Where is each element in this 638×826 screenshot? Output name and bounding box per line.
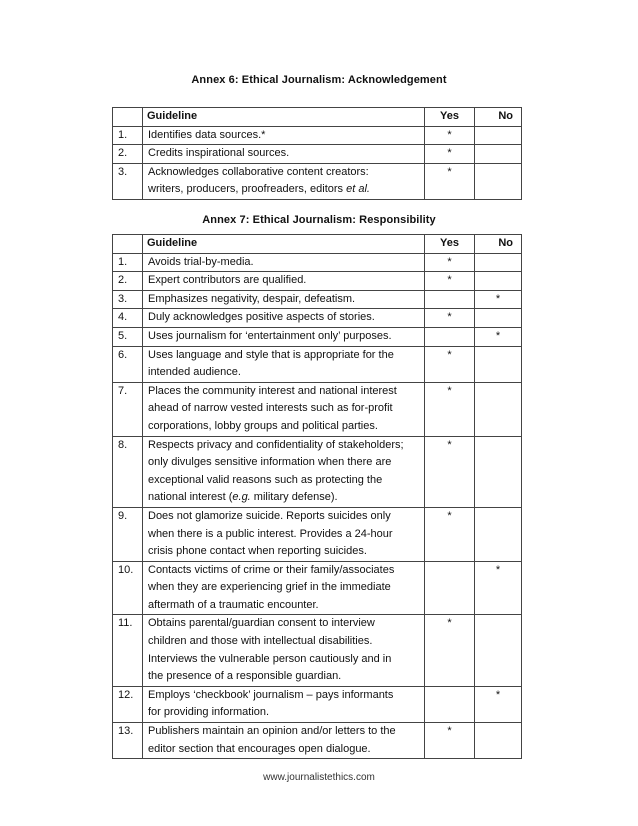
no-mark: * — [475, 686, 522, 722]
guideline-text — [143, 615, 425, 686]
annex6-rows — [113, 126, 522, 199]
yes-header: Yes — [425, 108, 475, 127]
guideline-line: Avoids trial-by-media. — [148, 255, 254, 268]
yes-mark: * — [425, 163, 475, 199]
guideline-line: Obtains parental/guardian consent to interview — [148, 617, 375, 630]
guideline-line: Interviews the vulnerable person cautiously and in — [148, 652, 392, 665]
guideline-line: Acknowledges collaborative content creators: — [148, 165, 369, 178]
no-mark — [475, 723, 522, 759]
no-header: No — [475, 235, 522, 254]
table-row — [113, 163, 522, 199]
no-mark — [475, 615, 522, 686]
table-row — [113, 145, 522, 164]
row-number: 9. — [113, 507, 143, 561]
guideline-line: Duly acknowledges positive aspects of stories. — [148, 311, 375, 324]
row-number: 2. — [113, 145, 143, 164]
row-number: 5. — [113, 327, 143, 346]
guideline-text — [143, 346, 425, 382]
row-number: 7. — [113, 382, 143, 436]
guideline-text — [143, 686, 425, 722]
guideline-line: children and those with intellectual disabilities. — [148, 635, 373, 648]
table-row — [113, 327, 522, 346]
guideline-line: corporations, lobby groups and political parties. — [148, 419, 378, 432]
no-mark: * — [475, 561, 522, 615]
yes-mark: * — [425, 145, 475, 164]
no-mark — [475, 126, 522, 145]
row-number: 3. — [113, 290, 143, 309]
guideline-text — [143, 290, 425, 309]
row-number: 1. — [113, 253, 143, 272]
guideline-text — [143, 327, 425, 346]
guideline-line: writers, producers, proofreaders, editors et al. — [148, 183, 370, 196]
no-header: No — [475, 108, 522, 127]
footer-url: www.journalistethics.com — [263, 772, 375, 783]
yes-mark: * — [425, 723, 475, 759]
no-mark — [475, 163, 522, 199]
guideline-line: intended audience. — [148, 366, 241, 379]
row-number: 10. — [113, 561, 143, 615]
guideline-line: exceptional valid reasons such as protecting the — [148, 473, 383, 486]
guideline-line: aftermath of a traumatic encounter. — [148, 598, 319, 611]
yes-mark: * — [425, 507, 475, 561]
no-mark — [475, 382, 522, 436]
row-number: 8. — [113, 436, 143, 507]
yes-mark — [425, 327, 475, 346]
guideline-line: Emphasizes negativity, despair, defeatism. — [148, 292, 356, 305]
yes-mark — [425, 561, 475, 615]
table-row — [113, 507, 522, 561]
yes-mark: * — [425, 272, 475, 291]
guideline-text — [143, 145, 425, 164]
guideline-line: Expert contributors are qualified. — [148, 274, 307, 287]
guideline-line: for providing information. — [148, 706, 270, 719]
guideline-text — [143, 253, 425, 272]
table-header-row — [113, 235, 522, 254]
guideline-line: only divulges sensitive information when there are — [148, 456, 392, 469]
guideline-header: Guideline — [143, 235, 425, 254]
guideline-line: the presence of a responsible guardian. — [148, 670, 342, 683]
guideline-line: Employs ‘checkbook’ journalism – pays informants — [148, 688, 394, 701]
no-mark — [475, 346, 522, 382]
no-mark: * — [475, 290, 522, 309]
yes-mark: * — [425, 382, 475, 436]
yes-mark: * — [425, 309, 475, 328]
table-row — [113, 346, 522, 382]
yes-header: Yes — [425, 235, 475, 254]
guideline-line: editor section that encourages open dialogue. — [148, 742, 371, 755]
italic-term: et al. — [346, 183, 370, 196]
annex6-table — [112, 107, 522, 200]
no-mark — [475, 436, 522, 507]
guideline-line: Identifies data sources.* — [148, 128, 266, 141]
guideline-text — [143, 309, 425, 328]
table-row — [113, 436, 522, 507]
row-number: 2. — [113, 272, 143, 291]
no-mark — [475, 507, 522, 561]
guideline-text — [143, 163, 425, 199]
table-row — [113, 253, 522, 272]
italic-term: e.g. — [232, 491, 251, 504]
annex7-rows — [113, 253, 522, 759]
guideline-header: Guideline — [143, 108, 425, 127]
no-mark — [475, 272, 522, 291]
table-row — [113, 126, 522, 145]
yes-mark: * — [425, 436, 475, 507]
guideline-line: ahead of narrow vested interests such as for-profit — [148, 402, 393, 415]
yes-mark: * — [425, 253, 475, 272]
guideline-text — [143, 561, 425, 615]
annex7-table — [112, 234, 522, 759]
annex6-title: Annex 6: Ethical Journalism: Acknowledgement — [191, 74, 447, 86]
guideline-line: Does not glamorize suicide. Reports suicides only — [148, 509, 391, 522]
row-number: 6. — [113, 346, 143, 382]
annex7-title: Annex 7: Ethical Journalism: Responsibility — [202, 214, 436, 226]
yes-mark: * — [425, 346, 475, 382]
guideline-line: national interest (e.g. military defense). — [148, 491, 338, 504]
table-header-row — [113, 108, 522, 127]
table-row — [113, 723, 522, 759]
row-number: 3. — [113, 163, 143, 199]
yes-mark — [425, 686, 475, 722]
table-row — [113, 290, 522, 309]
guideline-line: when there is a public interest. Provides a 24-hour — [148, 527, 393, 540]
guideline-text — [143, 507, 425, 561]
table-row — [113, 686, 522, 722]
table-row — [113, 382, 522, 436]
no-mark — [475, 145, 522, 164]
row-number: 12. — [113, 686, 143, 722]
table-row — [113, 272, 522, 291]
row-number: 4. — [113, 309, 143, 328]
guideline-text — [143, 436, 425, 507]
no-mark: * — [475, 327, 522, 346]
guideline-line: Uses journalism for ‘entertainment only’ purposes. — [148, 329, 392, 342]
guideline-line: when they are experiencing grief in the immediate — [148, 581, 391, 594]
guideline-line: Places the community interest and national interest — [148, 384, 397, 397]
guideline-text — [143, 272, 425, 291]
guideline-text — [143, 382, 425, 436]
guideline-line: Uses language and style that is appropriate for the — [148, 348, 394, 361]
table-row — [113, 615, 522, 686]
guideline-line: Contacts victims of crime or their family/associates — [148, 563, 395, 576]
number-header — [113, 108, 143, 127]
table-row — [113, 561, 522, 615]
guideline-line: Publishers maintain an opinion and/or letters to the — [148, 725, 396, 738]
table-row — [113, 309, 522, 328]
no-mark — [475, 309, 522, 328]
row-number: 13. — [113, 723, 143, 759]
guideline-line: crisis phone contact when reporting suicides. — [148, 545, 367, 558]
no-mark — [475, 253, 522, 272]
guideline-line: Respects privacy and confidentiality of stakeholders; — [148, 438, 404, 451]
yes-mark: * — [425, 615, 475, 686]
guideline-text — [143, 126, 425, 145]
yes-mark: * — [425, 126, 475, 145]
number-header — [113, 235, 143, 254]
yes-mark — [425, 290, 475, 309]
guideline-line: Credits inspirational sources. — [148, 147, 290, 160]
row-number: 1. — [113, 126, 143, 145]
guideline-text — [143, 723, 425, 759]
row-number: 11. — [113, 615, 143, 686]
